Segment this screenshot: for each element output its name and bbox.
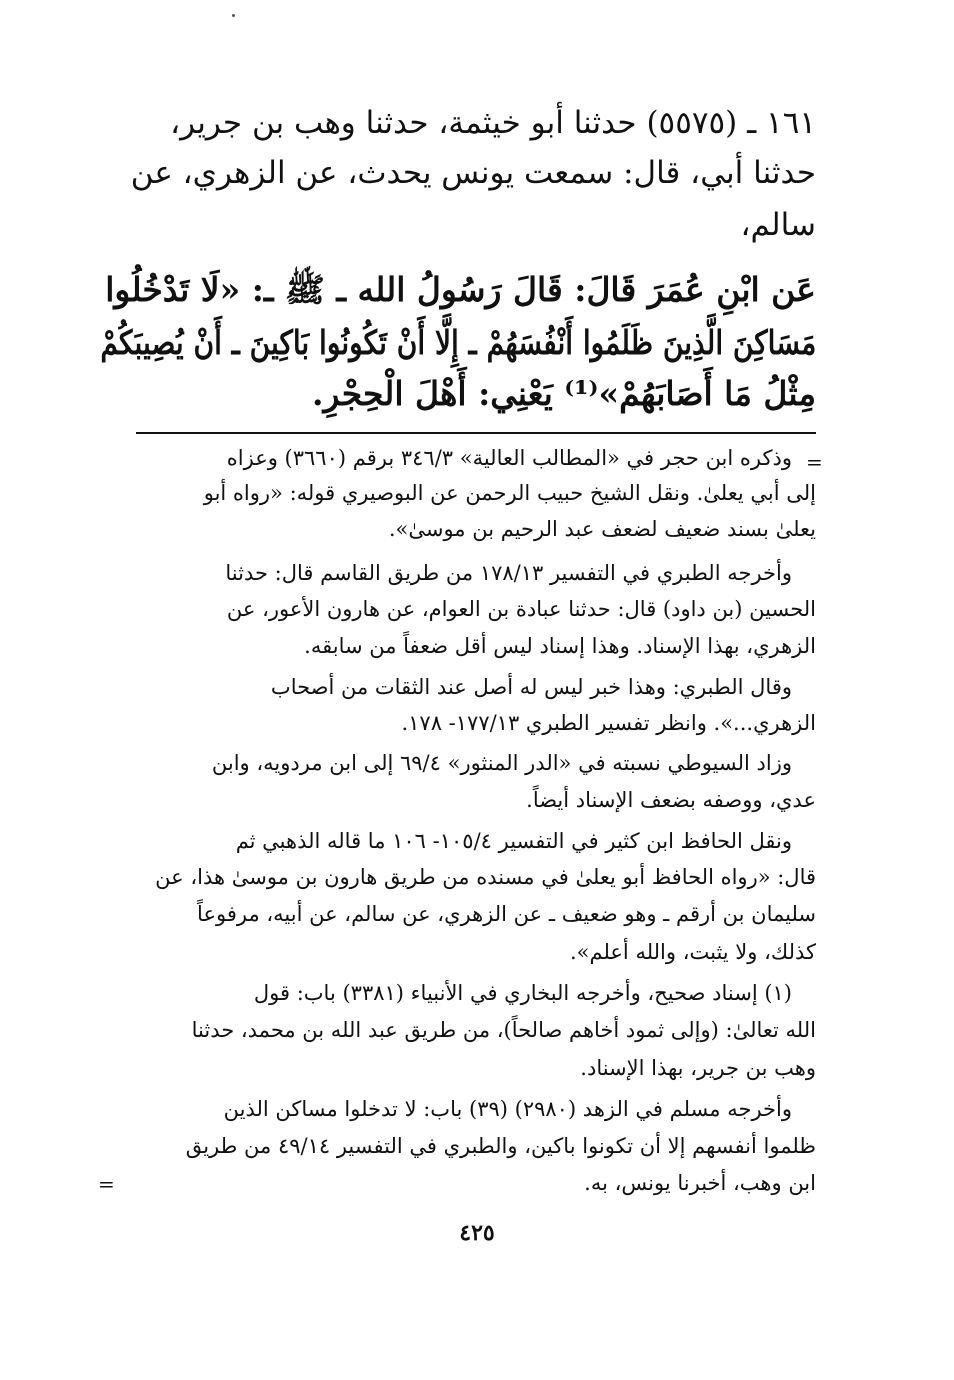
page-number: ٤٢٥ [459, 1220, 495, 1246]
footnote-line: وزاد السيوطي نسبته في «الدر المنثور» ٦٩/٤ إلى ابن مردويه، وابن [211, 751, 792, 775]
footnote-line: يعلىٰ بسند ضعيف لضعف عبد الرحيم بن موسىٰ». [388, 517, 816, 541]
matn-line: مَسَاكِنَ الَّذِينَ ظَلَمُوا أَنْفُسَهُمْ ـ إِلَّا أَنْ تَكُونُوا بَاكِينَ ـ أَنْ يُصِيبَكُمْ [100, 323, 816, 362]
footnote-line: وهب بن جرير، بهذا الإسناد. [580, 1056, 816, 1080]
footnote-line: ونقل الحافظ ابن كثير في التفسير ١٠٥/٤- ١٠٦ ما قاله الذهبي ثم [235, 829, 792, 853]
footnote-line: إلى أبي يعلىٰ. ونقل الشيخ حبيب الرحمن عن البوصيري قوله: «رواه أبو [203, 481, 816, 505]
footnote-line: سليمان بن أرقم ـ وهو ضعيف ـ عن الزهري، عن سالم، عن أبيه، مرفوعاً [197, 902, 816, 926]
footnote-line: وقال الطبري: وهذا خبر ليس له أصل عند الثقات من أصحاب [270, 675, 792, 699]
footnote-divider [136, 432, 816, 434]
continuation-mark-bottom: = [98, 1172, 115, 1196]
footnote-line: ابن وهب، أخبرنا يونس، به. [584, 1171, 816, 1195]
footnote-line: الزهري، بهذا الإسناد. وهذا إسناد ليس أقل ضعفاً من سابقه. [304, 634, 816, 658]
footnote-line: وأخرجه مسلم في الزهد (٢٩٨٠) (٣٩) باب: لا تدخلوا مساكن الذين [223, 1097, 792, 1121]
isnad-line: سالم، [740, 207, 816, 243]
footnote-line: ظلموا أنفسهم إلا أن تكونوا باكين، والطبري في التفسير ٤٩/١٤ من طريق [185, 1134, 816, 1158]
footnote-line: (١) إسناد صحيح، وأخرجه البخاري في الأنبياء (٣٣٨١) باب: قول [253, 981, 792, 1005]
footnote-line: الله تعالىٰ: (وإلى ثمود أخاهم صالحاً)، من طريق عبد الله بن محمد، حدثنا [191, 1018, 816, 1042]
matn-line: مِثْلُ مَا أَصَابَهُمْ»⁽¹⁾ يَعْنِي: أَهْلَ الْحِجْرِ. [312, 374, 816, 413]
footnote-line: وذكره ابن حجر في «المطالب العالية» ٣٤٦/٣ برقم (٣٦٦٠) وعزاه [226, 446, 792, 470]
footnote-line: قال: «رواه الحافظ أبو يعلىٰ في مسنده من طريق هارون بن موسىٰ هذا، عن [155, 865, 816, 889]
scan-speck [232, 14, 235, 17]
footnote-line: كذلك، ولا يثبت، والله أعلم». [569, 940, 816, 964]
footnote-line: عدي، ووصفه بضعف الإسناد أيضاً. [526, 788, 816, 812]
isnad-line: ١٦١ ـ (٥٥٧٥) حدثنا أبو خيثمة، حدثنا وهب بن جرير، [170, 105, 816, 141]
continuation-mark-top: = [806, 450, 823, 474]
isnad-line: حدثنا أبي، قال: سمعت يونس يحدث، عن الزهري، عن [130, 155, 816, 191]
footnote-line: الزهري...». وانظر تفسير الطبري ١٧٧/١٣- ١٧٨. [401, 711, 816, 735]
footnote-line: وأخرجه الطبري في التفسير ١٧٨/١٣ من طريق القاسم قال: حدثنا [225, 561, 792, 585]
footnote-line: الحسين (بن داود) قال: حدثنا عبادة بن العوام، عن هارون الأعور، عن [226, 597, 816, 621]
matn-line: عَن ابْنِ عُمَرَ قَالَ: قَالَ رَسُولُ الله ـ ﷺ ـ: «لَا تَدْخُلُوا [105, 270, 816, 309]
